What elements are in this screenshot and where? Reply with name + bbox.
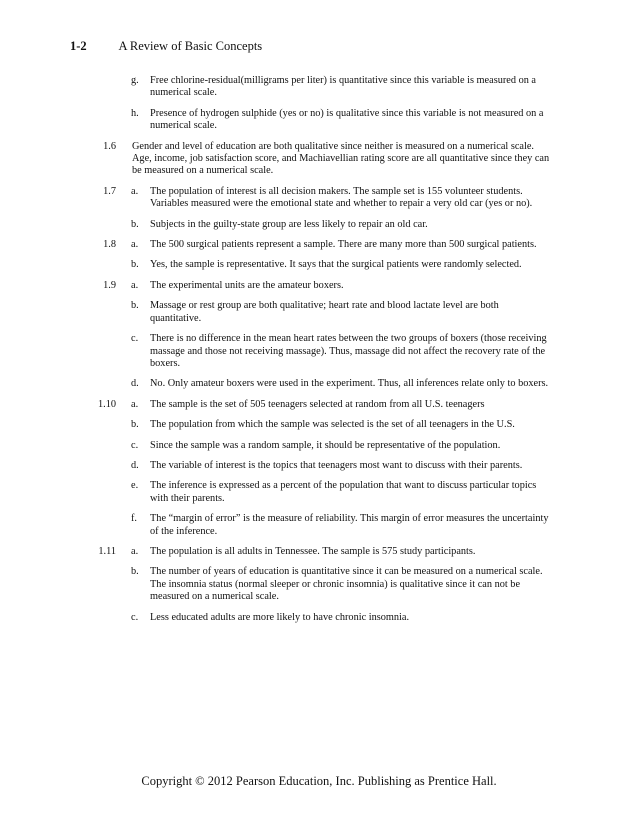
part-text: The population of interest is all decision makers. The sample set is 155 volunteer students. Variables measured were the emotional state and whether to repair a very old car (yes or no). <box>150 185 533 210</box>
part-text: Presence of hydrogen sulphide (yes or no) is qualitative since this variable is not measured on a numerical scale. <box>150 107 544 132</box>
problem-block <box>0 141 638 178</box>
answer-part <box>0 419 638 431</box>
part-label: a. <box>131 545 139 557</box>
problem-block <box>0 186 638 231</box>
part-label: c. <box>131 611 139 623</box>
part-text: The 500 surgical patients represent a sample. There are many more than 500 surgical patients. <box>150 239 537 251</box>
part-label: a. <box>131 279 139 291</box>
part-text: The inference is expressed as a percent of the population that want to discuss particular topics with their parents. <box>150 480 537 504</box>
answer-part <box>0 108 638 133</box>
problem-answer-text: Gender and level of education are both qualitative since neither is measured on a numerical scale. Age, income, job satisfaction score, and Machiavellian rating score are all quantitative since they can be measured on a numerical scale. <box>132 140 550 177</box>
part-label: e. <box>131 480 139 492</box>
answer-part <box>0 546 638 558</box>
answer-part <box>0 378 638 390</box>
part-text: Yes, the sample is representative. It says that the surgical patients were randomly selected. <box>150 259 522 271</box>
part-label: d. <box>131 378 139 390</box>
page-number: 1-2 <box>70 39 87 53</box>
part-text: The sample is the set of 505 teenagers selected at random from all U.S. teenagers <box>150 398 485 410</box>
part-text: The population is all adults in Tennessee. The sample is 575 study participants. <box>150 545 476 557</box>
answer-part <box>0 280 638 292</box>
answer-part <box>0 75 638 100</box>
answer-part <box>0 480 638 505</box>
answer-part <box>0 460 638 472</box>
part-label: h. <box>131 107 139 119</box>
part-label: b. <box>131 218 139 230</box>
answer-part <box>0 259 638 271</box>
problem-number: 1.11 <box>98 545 116 557</box>
problem-block <box>0 75 638 133</box>
part-text: Subjects in the guilty-state group are less likely to repair an old car. <box>150 218 428 230</box>
part-text: The experimental units are the amateur boxers. <box>150 279 344 291</box>
part-text: Free chlorine-residual(milligrams per liter) is quantitative since this variable is measured on a numerical scale. <box>150 75 537 99</box>
part-label: c. <box>131 439 139 451</box>
part-label: c. <box>131 333 139 345</box>
answer-part <box>0 239 638 251</box>
problem-number: 1.8 <box>103 239 116 251</box>
part-label: b. <box>131 566 139 578</box>
part-text: The variable of interest is the topics that teenagers most want to discuss with their parents. <box>150 459 523 471</box>
answer-part <box>0 612 638 624</box>
answer-part <box>0 566 638 603</box>
part-label: a. <box>131 398 139 410</box>
part-label: g. <box>131 75 139 86</box>
problem-block <box>0 280 638 391</box>
copyright-footer: Copyright © 2012 Pearson Education, Inc. Publishing as Prentice Hall. <box>141 774 497 788</box>
problem-number: 1.9 <box>103 279 116 291</box>
part-text: There is no difference in the mean heart rates between the two groups of boxers (those receiving massage and those not receiving massage). Thus, massage did not affect the recovery rate of the boxers. <box>150 333 547 369</box>
part-label: f. <box>131 513 138 525</box>
part-label: b. <box>131 300 139 312</box>
problem-block <box>0 399 638 538</box>
answer-part <box>0 300 638 325</box>
answer-part <box>0 440 638 452</box>
part-text: The “margin of error” is the measure of reliability. This margin of error measures the uncertainty of the inference. <box>150 513 549 537</box>
problem-block <box>0 239 638 272</box>
problem-number: 1.7 <box>103 185 116 197</box>
part-text: Less educated adults are more likely to have chronic insomnia. <box>150 611 410 623</box>
part-label: d. <box>131 459 139 471</box>
part-label: a. <box>131 185 139 197</box>
part-text: Since the sample was a random sample, it should be representative of the population. <box>150 439 501 451</box>
part-label: b. <box>131 259 139 271</box>
problem-block <box>0 546 638 624</box>
solutions-list <box>0 75 638 632</box>
answer-part <box>0 333 638 370</box>
part-text: No. Only amateur boxers were used in the experiment. Thus, all inferences relate only to boxers. <box>150 378 549 390</box>
answer-part <box>0 186 638 211</box>
part-label: a. <box>131 239 139 251</box>
problem-number: 1.6 <box>103 140 116 152</box>
part-label: b. <box>131 419 139 431</box>
answer-part <box>0 513 638 538</box>
page-header <box>70 39 262 54</box>
part-text: Massage or rest group are both qualitative; heart rate and blood lactate level are both quantitative. <box>150 300 499 324</box>
chapter-title: A Review of Basic Concepts <box>118 39 263 53</box>
answer-part <box>0 399 638 411</box>
part-text: The population from which the sample was selected is the set of all teenagers in the U.S. <box>150 419 515 431</box>
problem-number: 1.10 <box>97 398 116 410</box>
part-text: The number of years of education is quantitative since it can be measured on a numerical scale. The insomnia status (normal sleeper or chronic insomnia) is qualitative since it can not be measured on a numerical scale. <box>150 566 543 603</box>
answer-part <box>0 219 638 231</box>
